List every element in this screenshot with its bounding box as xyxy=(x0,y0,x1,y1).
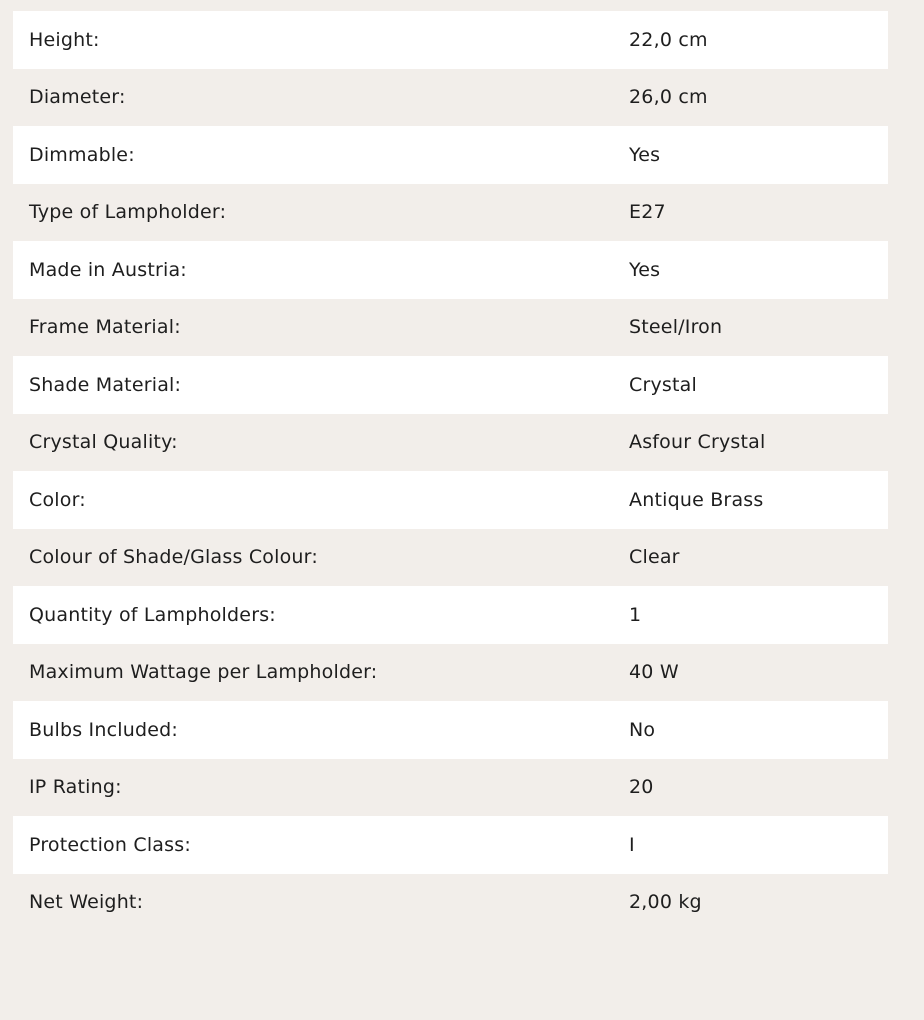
spec-value: Clear xyxy=(629,546,680,569)
spec-row-lampholder-quantity xyxy=(13,586,888,644)
spec-value: Crystal xyxy=(629,373,697,396)
spec-row-maximum-wattage xyxy=(13,644,888,702)
specifications-table xyxy=(13,11,888,931)
spec-label: Height: xyxy=(29,28,100,51)
spec-value: 22,0 cm xyxy=(629,28,708,51)
spec-value: 1 xyxy=(629,603,642,626)
spec-label: Colour of Shade/Glass Colour: xyxy=(29,546,318,569)
spec-row-ip-rating xyxy=(13,759,888,817)
spec-label: Quantity of Lampholders: xyxy=(29,603,276,626)
spec-label: Type of Lampholder: xyxy=(29,201,227,224)
spec-row-shade-colour xyxy=(13,529,888,587)
spec-row-height xyxy=(13,11,888,69)
spec-label: Net Weight: xyxy=(29,891,144,914)
spec-value: Asfour Crystal xyxy=(629,431,766,454)
spec-value: No xyxy=(629,718,656,741)
spec-label: Made in Austria: xyxy=(29,258,187,281)
spec-label: IP Rating: xyxy=(29,776,122,799)
spec-row-dimmable xyxy=(13,126,888,184)
spec-row-lampholder-type xyxy=(13,184,888,242)
spec-value: E27 xyxy=(629,201,666,224)
spec-label: Bulbs Included: xyxy=(29,718,178,741)
spec-row-made-in-austria xyxy=(13,241,888,299)
spec-value: 2,00 kg xyxy=(629,891,702,914)
spec-row-shade-material xyxy=(13,356,888,414)
spec-value: 40 W xyxy=(629,661,679,684)
spec-label: Shade Material: xyxy=(29,373,182,396)
spec-value: Yes xyxy=(629,143,661,166)
spec-label: Diameter: xyxy=(29,86,126,109)
spec-row-net-weight xyxy=(13,874,888,932)
spec-value: 20 xyxy=(629,776,654,799)
spec-row-diameter xyxy=(13,69,888,127)
spec-row-color xyxy=(13,471,888,529)
spec-row-protection-class xyxy=(13,816,888,874)
spec-label: Color: xyxy=(29,488,86,511)
spec-row-bulbs-included xyxy=(13,701,888,759)
spec-label: Frame Material: xyxy=(29,316,181,339)
spec-value: Yes xyxy=(629,258,661,281)
spec-value: I xyxy=(629,833,635,856)
spec-value: 26,0 cm xyxy=(629,86,708,109)
spec-label: Dimmable: xyxy=(29,143,135,166)
spec-row-crystal-quality xyxy=(13,414,888,472)
spec-label: Crystal Quality: xyxy=(29,431,178,454)
spec-value: Steel/Iron xyxy=(629,316,723,339)
spec-label: Protection Class: xyxy=(29,833,191,856)
spec-value: Antique Brass xyxy=(629,488,764,511)
spec-row-frame-material xyxy=(13,299,888,357)
spec-label: Maximum Wattage per Lampholder: xyxy=(29,661,378,684)
